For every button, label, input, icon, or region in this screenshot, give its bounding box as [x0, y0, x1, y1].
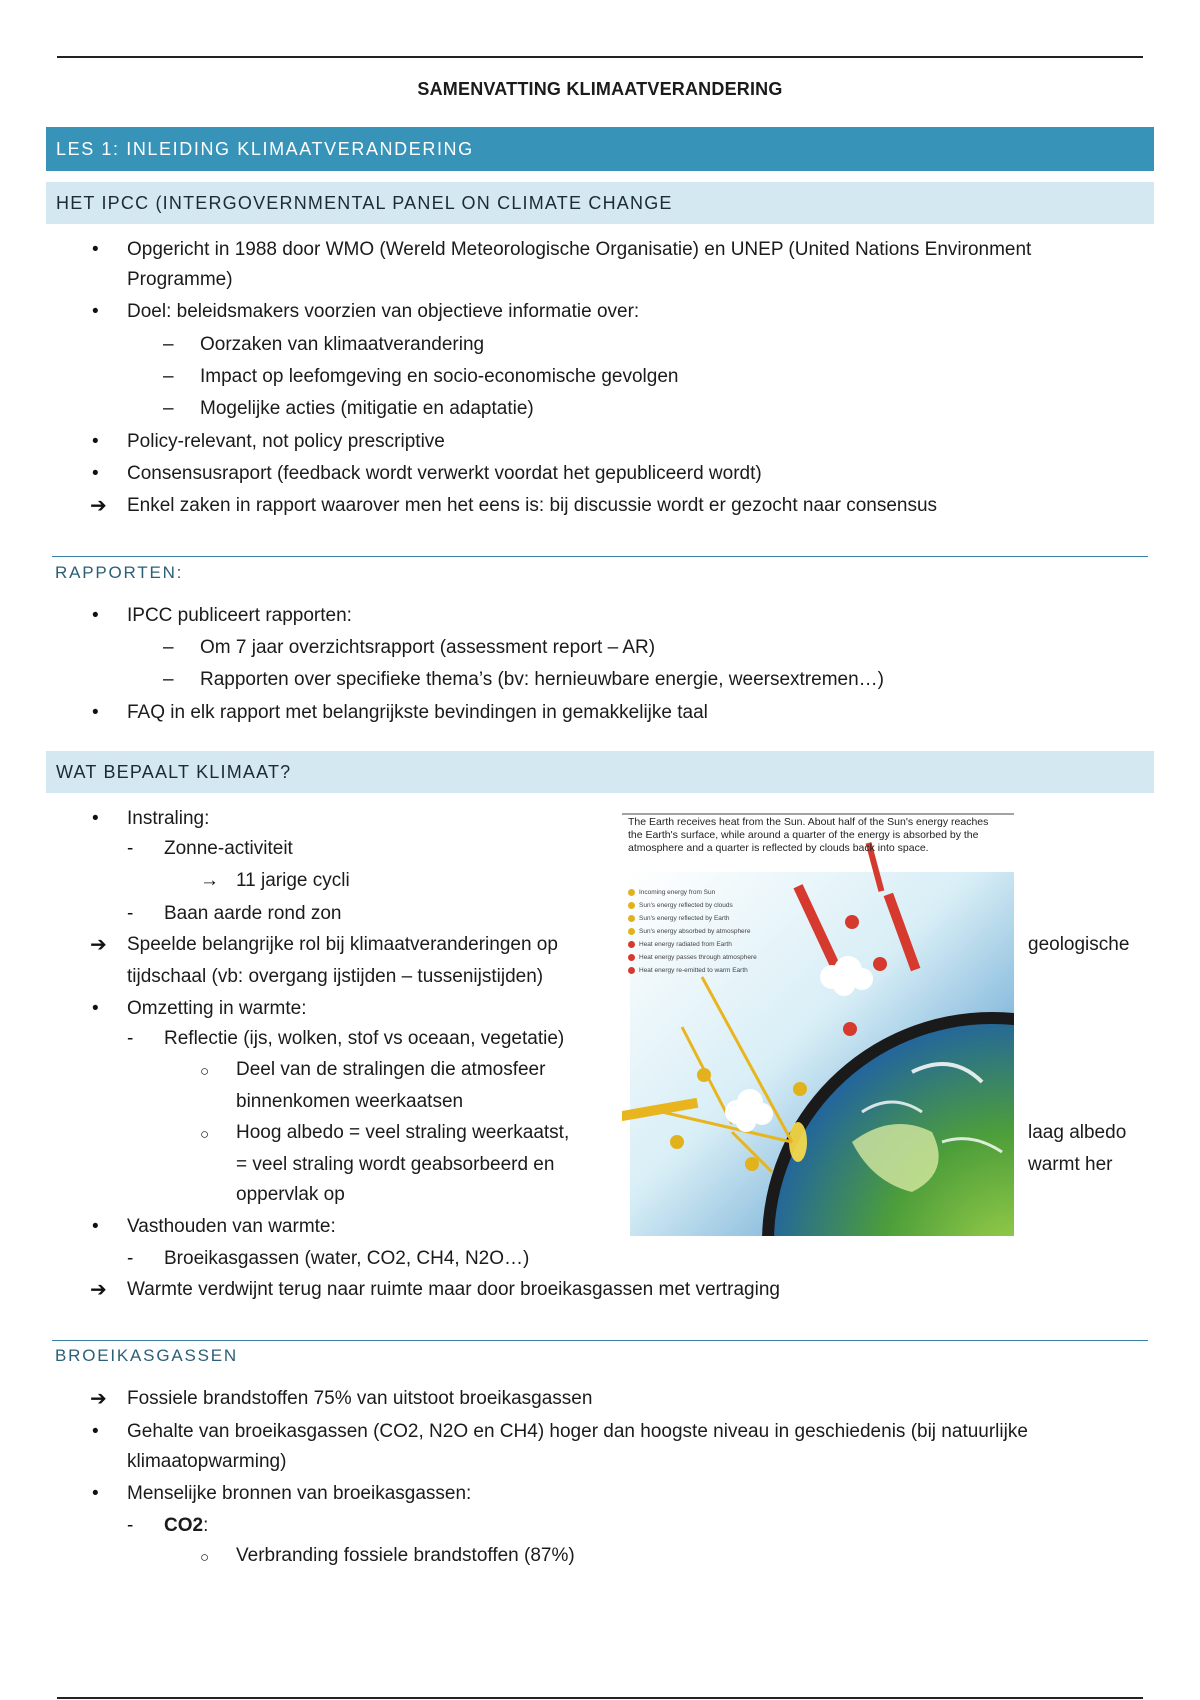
ipcc-founded-line-cont: Programme) — [127, 269, 233, 290]
label-marker — [793, 1082, 807, 1096]
legend-entry: Heat energy radiated from Earth — [628, 938, 757, 951]
ipcc-goal-item: Mogelijke acties (mitigatie en adaptatie) — [200, 398, 534, 419]
co2-label: CO2: — [164, 1515, 209, 1536]
arrow-icon: ➔ — [90, 1279, 107, 1301]
ipcc-policy: Policy-relevant, not policy prescriptive — [127, 431, 445, 452]
figure-caption: The Earth receives heat from the Sun. About half of the Sun's energy reaches the Earth's surface, while around a quarter of the energy is absorbed by the atmosphere and a quarter is reflected by clouds back into space. — [628, 816, 989, 854]
circle-bullet: ○ — [200, 1126, 210, 1143]
label-marker — [697, 1068, 711, 1082]
label-marker — [745, 1157, 759, 1171]
klimaat-line: tijdschaal (vb: overgang ijstijden – tussenijstijden) — [127, 966, 544, 987]
klimaat-line: oppervlak op — [236, 1184, 345, 1205]
label-marker — [873, 957, 887, 971]
dash: - — [127, 1028, 134, 1049]
klimaat-line: Deel van de stralingen die atmosfeer — [236, 1059, 546, 1080]
ipcc-goal-item: Oorzaken van klimaatverandering — [200, 334, 485, 355]
klimaat-line: Vasthouden van warmte: — [127, 1216, 336, 1237]
klimaat-line: Instraling: — [127, 808, 210, 829]
label-marker — [845, 915, 859, 929]
document-title: SAMENVATTING KLIMAATVERANDERING — [417, 79, 783, 99]
dash: – — [163, 398, 174, 419]
dash: – — [163, 637, 174, 658]
broeikas-line: Gehalte van broeikasgassen (CO2, N2O en CH4) hoger dan hoogste niveau in geschiedenis (bij natuurlijke — [127, 1421, 1028, 1442]
rapporten-item: Om 7 jaar overzichtsrapport (assessment report – AR) — [200, 637, 656, 658]
klimaat-line: Baan aarde rond zon — [164, 903, 342, 924]
dash: - — [127, 838, 134, 859]
arrow-right-icon: → — [200, 870, 219, 891]
legend-entry: Sun's energy reflected by clouds — [628, 899, 757, 912]
broeikas-line: Fossiele brandstoffen 75% van uitstoot broeikasgassen — [127, 1388, 593, 1409]
arrow-icon: ➔ — [90, 495, 107, 517]
klimaat-line: Hoog albedo = veel straling weerkaatst, — [236, 1122, 570, 1143]
klimaat-line-right: geologische — [1028, 934, 1130, 955]
bullet: • — [92, 301, 99, 322]
label-marker — [843, 1022, 857, 1036]
klimaat-line: Broeikasgassen (water, CO2, CH4, N2O…) — [164, 1248, 530, 1269]
legend-entry: Sun's energy reflected by Earth — [628, 912, 757, 925]
bullet: • — [92, 463, 99, 484]
bullet: • — [92, 1216, 99, 1237]
dash: - — [127, 1515, 134, 1536]
earth-energy-diagram — [622, 812, 1014, 1236]
legend-entry: Heat energy re-emitted to warm Earth — [628, 964, 757, 977]
bullet: • — [92, 605, 99, 626]
rapporten-faq: FAQ in elk rapport met belangrijkste bevindingen in gemakkelijke taal — [127, 702, 708, 723]
arrow-icon: ➔ — [90, 1388, 107, 1410]
ipcc-conclusion: Enkel zaken in rapport waarover men het eens is: bij discussie wordt er gezocht naar consensus — [127, 495, 938, 516]
legend-entry: Heat energy passes through atmosphere — [628, 951, 757, 964]
bullet: • — [92, 1421, 99, 1442]
broeikas-line: Menselijke bronnen van broeikasgassen: — [127, 1483, 472, 1504]
klimaat-line: Zonne-activiteit — [164, 838, 293, 859]
dash: - — [127, 1248, 134, 1269]
bullet: • — [92, 702, 99, 723]
bullet: • — [92, 431, 99, 452]
rapporten-publish: IPCC publiceert rapporten: — [127, 605, 352, 626]
lesson-heading: LES 1: INLEIDING KLIMAATVERANDERING — [46, 127, 1154, 171]
legend-entry: Incoming energy from Sun — [628, 886, 757, 899]
bottom-rule — [57, 1697, 1143, 1699]
klimaat-line-right: laag albedo — [1028, 1122, 1127, 1143]
figure-legend — [628, 886, 757, 977]
section-rule — [52, 1340, 1148, 1341]
circle-bullet: ○ — [200, 1063, 210, 1080]
dash: - — [127, 903, 134, 924]
klimaat-heading: WAT BEPAALT KLIMAAT? — [46, 751, 1154, 793]
section-rule — [52, 556, 1148, 557]
klimaat-line: Reflectie (ijs, wolken, stof vs oceaan, vegetatie) — [164, 1028, 565, 1049]
klimaat-line: binnenkomen weerkaatsen — [236, 1091, 464, 1112]
ipcc-founded-line: Opgericht in 1988 door WMO (Wereld Meteorologische Organisatie) en UNEP (United Nations Environment — [127, 239, 1032, 260]
bullet: • — [92, 1483, 99, 1504]
top-rule — [57, 56, 1143, 58]
dash: – — [163, 669, 174, 690]
bullet: • — [92, 239, 99, 260]
broeikas-line: Verbranding fossiele brandstoffen (87%) — [236, 1545, 575, 1566]
klimaat-line: 11 jarige cycli — [236, 870, 350, 891]
klimaat-line: Speelde belangrijke rol bij klimaatveranderingen op — [127, 934, 558, 955]
broeikas-line: klimaatopwarming) — [127, 1451, 287, 1472]
klimaat-line: = veel straling wordt geabsorbeerd en — [236, 1154, 555, 1175]
klimaat-line-right: warmt her — [1028, 1154, 1113, 1175]
rapporten-item: Rapporten over specifieke thema’s (bv: hernieuwbare energie, weersextremen…) — [200, 669, 884, 690]
dash: – — [163, 366, 174, 387]
label-marker — [670, 1135, 684, 1149]
ipcc-consensus: Consensusraport (feedback wordt verwerkt voordat het gepubliceerd wordt) — [127, 463, 762, 484]
ipcc-goal-item: Impact op leefomgeving en socio-economische gevolgen — [200, 366, 679, 387]
klimaat-line: Warmte verdwijnt terug naar ruimte maar door broeikasgassen met vertraging — [127, 1279, 780, 1300]
bullet: • — [92, 998, 99, 1019]
arrow-icon: ➔ — [90, 934, 107, 956]
dash: – — [163, 334, 174, 355]
ipcc-heading: HET IPCC (INTERGOVERNMENTAL PANEL ON CLIMATE CHANGE — [46, 182, 1154, 224]
bullet: • — [92, 808, 99, 829]
legend-entry: Sun's energy absorbed by atmosphere — [628, 925, 757, 938]
ipcc-goal: Doel: beleidsmakers voorzien van objectieve informatie over: — [127, 301, 640, 322]
klimaat-line: Omzetting in warmte: — [127, 998, 307, 1019]
broeikas-heading: BROEIKASGASSEN — [55, 1346, 238, 1365]
circle-bullet: ○ — [200, 1549, 210, 1566]
rapporten-heading: RAPPORTEN: — [55, 563, 184, 582]
